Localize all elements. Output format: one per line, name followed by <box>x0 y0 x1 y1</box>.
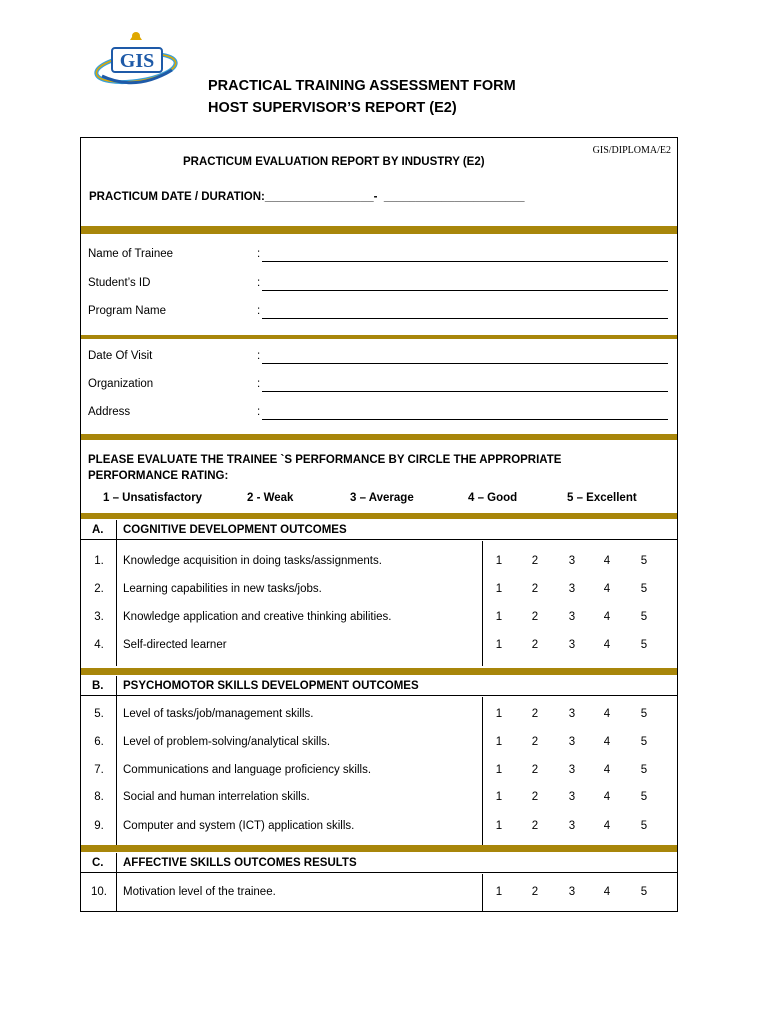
field-label: Program Name <box>88 305 166 317</box>
score-option[interactable]: 5 <box>640 764 648 776</box>
score-option[interactable]: 2 <box>531 639 539 651</box>
criterion-row: 2. Learning capabilities in new tasks/jobs. 1 2 3 4 5 <box>81 581 677 599</box>
field-label: Date Of Visit <box>88 350 153 362</box>
section-divider <box>81 513 677 519</box>
input-line[interactable] <box>262 261 668 262</box>
score-option[interactable]: 4 <box>603 791 611 803</box>
section-divider <box>81 226 677 234</box>
score-option[interactable]: 1 <box>495 791 503 803</box>
section-divider <box>81 335 677 339</box>
rating-2: 2 - Weak <box>247 492 294 504</box>
score-option[interactable]: 5 <box>640 820 648 832</box>
score-option[interactable]: 2 <box>531 555 539 567</box>
score-option[interactable]: 5 <box>640 583 648 595</box>
score-option[interactable]: 1 <box>495 639 503 651</box>
criterion-row: 7. Communications and language proficiency skills. 1 2 3 4 5 <box>81 762 677 780</box>
field-organization[interactable]: Organization : <box>88 377 668 393</box>
score-option[interactable]: 3 <box>568 736 576 748</box>
rating-scale <box>81 492 677 508</box>
score-option[interactable]: 2 <box>531 791 539 803</box>
score-option[interactable]: 4 <box>603 639 611 651</box>
field-student-id[interactable]: Student’s ID : <box>88 276 668 292</box>
score-option[interactable]: 5 <box>640 886 648 898</box>
criterion-row: 8. Social and human interrelation skills. 1 2 3 4 5 <box>81 789 677 807</box>
section-divider <box>81 845 677 852</box>
score-option[interactable]: 5 <box>640 708 648 720</box>
score-option[interactable]: 5 <box>640 736 648 748</box>
section-b-header: B. PSYCHOMOTOR SKILLS DEVELOPMENT OUTCOMES <box>81 676 677 696</box>
gis-logo <box>92 26 182 94</box>
form-code: GIS/DIPLOMA/E2 <box>592 145 671 156</box>
score-option[interactable]: 4 <box>603 764 611 776</box>
score-option[interactable]: 4 <box>603 820 611 832</box>
score-option[interactable]: 3 <box>568 555 576 567</box>
score-option[interactable]: 2 <box>531 611 539 623</box>
section-c-header: C. AFFECTIVE SKILLS OUTCOMES RESULTS <box>81 853 677 873</box>
score-option[interactable]: 5 <box>640 639 648 651</box>
score-option[interactable]: 1 <box>495 820 503 832</box>
criterion-row: 3. Knowledge application and creative thinking abilities. 1 2 3 4 5 <box>81 609 677 627</box>
form-subtitle: HOST SUPERVISOR’S REPORT (E2) <box>208 100 457 116</box>
field-name-of-trainee[interactable]: Name of Trainee : <box>88 247 668 263</box>
score-option[interactable]: 3 <box>568 886 576 898</box>
rating-3: 3 – Average <box>350 492 414 504</box>
score-option[interactable]: 4 <box>603 611 611 623</box>
score-option[interactable]: 3 <box>568 583 576 595</box>
score-option[interactable]: 1 <box>495 736 503 748</box>
score-option[interactable]: 3 <box>568 708 576 720</box>
evaluation-instructions: PLEASE EVALUATE THE TRAINEE `S PERFORMANCE BY CIRCLE THE APPROPRIATE PERFORMANCE RATING: <box>88 454 562 482</box>
form-main-title: PRACTICAL TRAINING ASSESSMENT FORM <box>208 78 516 94</box>
practicum-date-field[interactable]: PRACTICUM DATE / DURATION:_________________- ______________________ <box>89 191 525 203</box>
score-option[interactable]: 4 <box>603 555 611 567</box>
section-divider <box>81 434 677 440</box>
score-option[interactable]: 5 <box>640 791 648 803</box>
score-option[interactable]: 3 <box>568 820 576 832</box>
score-option[interactable]: 5 <box>640 555 648 567</box>
input-line[interactable] <box>262 391 668 392</box>
score-option[interactable]: 2 <box>531 583 539 595</box>
score-option[interactable]: 4 <box>603 583 611 595</box>
report-title: PRACTICUM EVALUATION REPORT BY INDUSTRY (E2) <box>183 156 485 168</box>
score-option[interactable]: 3 <box>568 764 576 776</box>
field-label: Organization <box>88 378 154 390</box>
criterion-row: 4. Self-directed learner 1 2 3 4 5 <box>81 637 677 655</box>
score-option[interactable]: 2 <box>531 708 539 720</box>
criterion-row: 10. Motivation level of the trainee. 1 2 3 4 5 <box>81 884 677 902</box>
field-label: Address <box>88 406 131 418</box>
score-option[interactable]: 3 <box>568 791 576 803</box>
criterion-row: 9. Computer and system (ICT) application skills. 1 2 3 4 5 <box>81 818 677 836</box>
logo-text: GIS <box>119 50 155 72</box>
assessment-form <box>80 137 678 912</box>
criterion-row: 5. Level of tasks/job/management skills. 1 2 3 4 5 <box>81 706 677 724</box>
score-option[interactable]: 1 <box>495 886 503 898</box>
score-option[interactable]: 4 <box>603 708 611 720</box>
score-option[interactable]: 2 <box>531 764 539 776</box>
score-option[interactable]: 2 <box>531 820 539 832</box>
rating-4: 4 – Good <box>468 492 518 504</box>
field-label: Student’s ID <box>88 277 151 289</box>
score-option[interactable]: 2 <box>531 886 539 898</box>
rating-1: 1 – Unsatisfactory <box>103 492 203 504</box>
section-a-header: A. COGNITIVE DEVELOPMENT OUTCOMES <box>81 520 677 540</box>
rating-5: 5 – Excellent <box>567 492 637 504</box>
field-program-name[interactable]: Program Name : <box>88 304 668 320</box>
input-line[interactable] <box>262 363 668 364</box>
criterion-row: 6. Level of problem-solving/analytical skills. 1 2 3 4 5 <box>81 734 677 752</box>
score-option[interactable]: 4 <box>603 886 611 898</box>
field-address[interactable]: Address : <box>88 405 668 421</box>
score-option[interactable]: 5 <box>640 611 648 623</box>
input-line[interactable] <box>262 419 668 420</box>
score-option[interactable]: 3 <box>568 611 576 623</box>
criterion-row: 1. Knowledge acquisition in doing tasks/assignments. 1 2 3 4 5 <box>81 553 677 571</box>
score-option[interactable]: 1 <box>495 555 503 567</box>
field-date-of-visit[interactable]: Date Of Visit : <box>88 349 668 365</box>
score-option[interactable]: 1 <box>495 583 503 595</box>
score-option[interactable]: 4 <box>603 736 611 748</box>
score-option[interactable]: 2 <box>531 736 539 748</box>
section-divider <box>81 668 677 675</box>
field-label: Name of Trainee <box>88 248 174 260</box>
score-option[interactable]: 1 <box>495 708 503 720</box>
input-line[interactable] <box>262 318 668 319</box>
score-option[interactable]: 1 <box>495 611 503 623</box>
input-line[interactable] <box>262 290 668 291</box>
score-option[interactable]: 1 <box>495 764 503 776</box>
score-option[interactable]: 3 <box>568 639 576 651</box>
